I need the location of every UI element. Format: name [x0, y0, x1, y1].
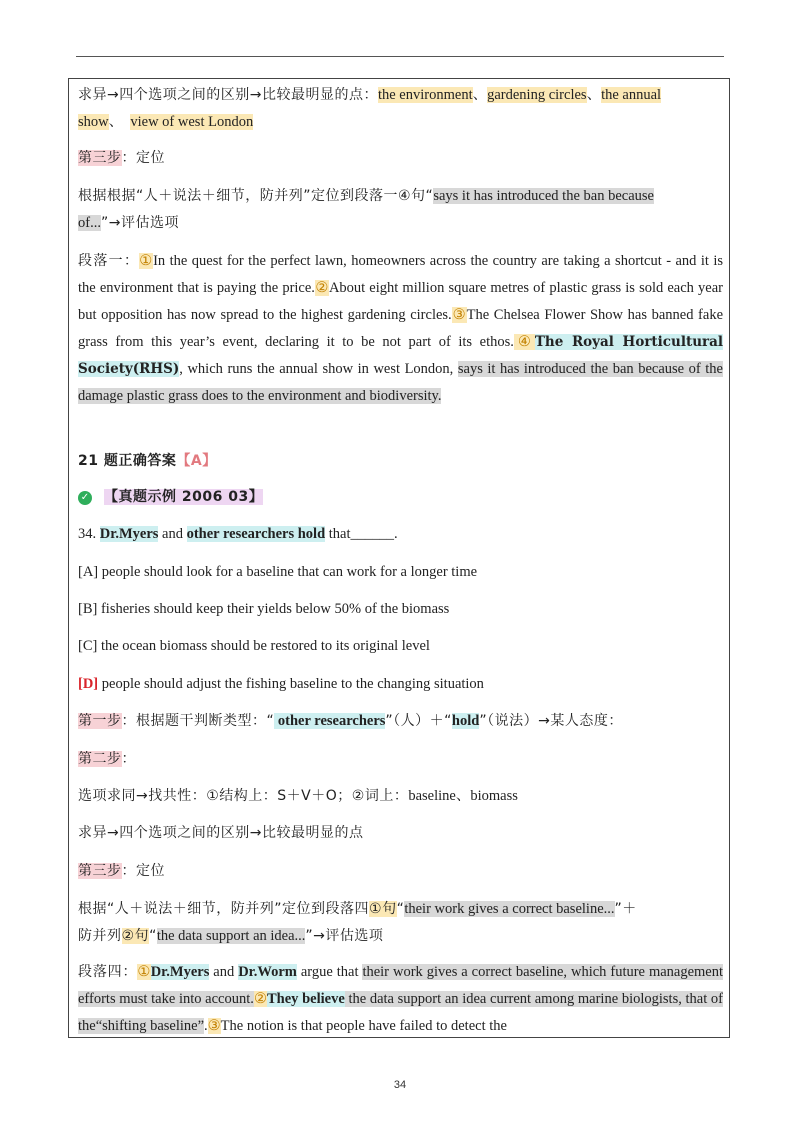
conjunction: and [158, 526, 187, 542]
separator: 、 [586, 87, 602, 103]
step-label: 第二步 [78, 751, 122, 767]
sentence-number: ③ [451, 307, 467, 323]
step3-heading [78, 145, 723, 172]
separator: 、 [472, 87, 488, 103]
subject-highlight: other researchers hold [186, 526, 326, 542]
sentence-number: ② [314, 280, 329, 296]
step-text: ”（说法）→某人态度： [479, 713, 623, 729]
option-key: [C] [78, 638, 98, 654]
locate-text: 防并列 [78, 928, 122, 944]
diff-line-1 [78, 82, 723, 109]
sentence-text: About eight million square metres of plastic grass is sold each year but opposition has now spread to the highest gardening circles. [78, 280, 723, 323]
quote-highlight: their work gives a correct baseline, which future management efforts must take into account. [78, 964, 724, 1007]
sentence-ref: ②句 [121, 928, 150, 944]
diff-text: 求异→四个选项之间的区别→比较最明显的点 [78, 825, 364, 841]
subject-highlight: Dr.Myers [99, 526, 159, 542]
correct-option-key: [D] [78, 676, 99, 692]
step-label: 第一步 [78, 713, 122, 729]
header-rule [76, 56, 724, 57]
paragraph-label: 段落四： [78, 964, 138, 980]
quote-highlight: their work gives a correct baseline... [404, 901, 615, 917]
locate-line-1 [78, 183, 723, 210]
quote-highlight: the data support an idea... [156, 928, 306, 944]
quote-highlight: the data support an idea current among marine biologists, that of the“shifting baseline” [78, 991, 724, 1034]
step-label: 第三步 [78, 863, 122, 879]
same-line [78, 783, 723, 810]
answer-value: 【A】 [176, 453, 217, 469]
check-icon: ✓ [78, 491, 92, 505]
paragraph-one [78, 248, 723, 410]
example-label: 【真题示例 2006 03】 [104, 489, 264, 505]
conjunction: and [209, 964, 239, 980]
step-text: ： [121, 751, 136, 767]
option-c [78, 633, 723, 660]
step2-heading [78, 746, 723, 773]
subject-highlight: Dr.Worm [238, 964, 297, 980]
option-text: people should look for a baseline that can work for a longer time [98, 564, 478, 580]
question-text: that______. [325, 526, 398, 542]
locate-intro: 根据根据“人＋说法＋细节，防并列”定位到段落一④句“ [78, 188, 434, 204]
quote-mark: ”＋ [614, 901, 637, 917]
option-text: the ocean biomass should be restored to its original level [97, 638, 430, 654]
option-d [78, 671, 723, 698]
subject-highlight: Dr.Myers [150, 964, 210, 980]
sentence-number: ② [253, 991, 267, 1007]
option-b [78, 596, 723, 623]
option-key: [A] [78, 564, 99, 580]
step-label: 第三步 [78, 150, 122, 166]
quote-highlight: says it has introduced the ban because of the damage plastic grass does to the environment and biodiversity. [78, 361, 723, 404]
paragraph-label: 段落一： [78, 253, 140, 269]
sentence-number: ③ [207, 1018, 221, 1034]
quote-highlight: of... [78, 215, 101, 231]
separator: 、 [108, 114, 124, 130]
option-text: people should adjust the fishing baseline to the changing situation [98, 676, 484, 692]
sentence-number: ① [137, 964, 151, 980]
option-keyword: the environment [377, 87, 473, 103]
option-text: fisheries should keep their yields below 50% of the biomass [97, 601, 450, 617]
keyword-highlight: other researchers [274, 713, 386, 729]
diff-line-2 [78, 109, 723, 136]
locate-intro: 根据“人＋说法＋细节，防并列”定位到段落四 [78, 901, 370, 917]
locate2-line-1 [78, 896, 723, 923]
locate-end: ”→评估选项 [305, 928, 384, 944]
option-keyword: gardening circles [487, 87, 587, 103]
locate2-line-2 [78, 923, 723, 950]
step3b-heading [78, 858, 723, 885]
quote-highlight: says it has introduced the ban because [433, 188, 654, 204]
option-a [78, 559, 723, 586]
option-keyword: view of west London [130, 114, 254, 130]
option-keyword: the annual [601, 87, 662, 103]
sentence-text: The notion is that people have failed to detect the [220, 1018, 507, 1034]
locate-end: ”→评估选项 [100, 215, 179, 231]
question-34 [78, 521, 723, 548]
diff-line-b [78, 820, 723, 847]
sentence-text: , which runs the annual show in west London, [179, 361, 458, 377]
example-header [78, 484, 723, 511]
sentence-text: The Chelsea Flower Show has banned fake grass from this year’s event, declaring it to be not part of its ethos. [78, 307, 724, 350]
step1-line [78, 708, 723, 735]
same-keywords: baseline、biomass [408, 788, 518, 804]
sentence-text: argue that [296, 964, 363, 980]
same-intro: 选项求同→找共性：①结构上：S＋V＋O；②词上： [78, 788, 409, 804]
quote-mark: “ [396, 901, 405, 917]
step-text: ：定位 [121, 863, 165, 879]
sentence-text: In the quest for the perfect lawn, homeowners across the country are taking a shortcut - and it is the environment that is paying the price. [78, 253, 724, 296]
diff-intro: 求异→四个选项之间的区别→比较最明显的点： [78, 87, 378, 103]
sentence-text: . [204, 1018, 208, 1034]
quote-mark: “ [149, 928, 157, 944]
subject-highlight: The Royal Horticultural Society(RHS) [78, 334, 723, 377]
subject-highlight: They believe [267, 991, 345, 1007]
keyword-highlight: hold [451, 713, 480, 729]
question-number: 34. [78, 526, 100, 542]
locate-line-2 [78, 210, 723, 237]
sentence-ref: ①句 [369, 901, 397, 917]
option-keyword: show [78, 114, 109, 130]
paragraph-four [78, 959, 723, 1040]
step-text: ”（人）＋“ [385, 713, 452, 729]
answer-21 [78, 448, 723, 475]
sentence-number: ④ [513, 334, 535, 350]
page-number: 34 [393, 1079, 407, 1091]
answer-label: 21 题正确答案 [78, 453, 177, 469]
step-text: ：根据题干判断类型：“ [121, 713, 275, 729]
option-key: [B] [78, 601, 98, 617]
step-text: ：定位 [121, 150, 165, 166]
sentence-number: ① [139, 253, 154, 269]
